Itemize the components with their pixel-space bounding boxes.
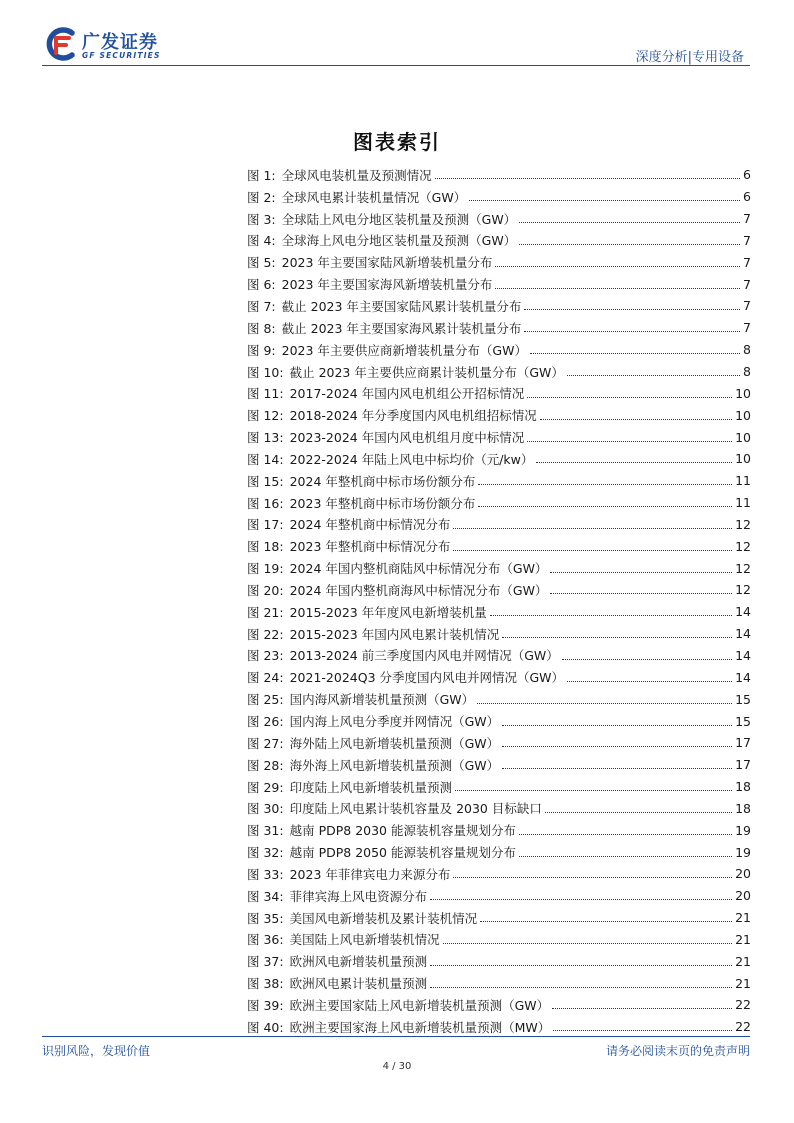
figure-index-list xyxy=(247,164,751,1038)
toc-dot-leader xyxy=(519,856,732,857)
toc-page-number: 12 xyxy=(735,560,751,576)
toc-entry[interactable] xyxy=(247,645,751,667)
toc-dot-leader xyxy=(502,637,732,638)
toc-entry[interactable] xyxy=(247,1016,751,1038)
toc-dot-leader xyxy=(567,375,740,376)
toc-figure-title: 国内海风新增装机量预测（GW） xyxy=(289,692,475,708)
toc-figure-number: 图 9: xyxy=(247,342,276,358)
gf-logo-icon xyxy=(42,26,78,62)
toc-entry[interactable] xyxy=(247,514,751,536)
toc-entry[interactable] xyxy=(247,623,751,645)
toc-figure-number: 图 35: xyxy=(247,910,284,926)
toc-figure-title: 全球风电装机量及预测情况 xyxy=(281,167,432,183)
toc-figure-title: 印度陆上风电累计装机容量及 2030 目标缺口 xyxy=(289,801,542,817)
toc-dot-leader xyxy=(443,943,732,944)
toc-figure-number: 图 18: xyxy=(247,539,284,555)
toc-page-number: 19 xyxy=(735,822,751,838)
toc-entry[interactable] xyxy=(247,863,751,885)
toc-figure-title: 截止 2023 年主要国家海风累计装机量分布 xyxy=(281,320,522,336)
toc-dot-leader xyxy=(478,484,732,485)
page-header xyxy=(0,0,794,66)
toc-entry[interactable] xyxy=(247,950,751,972)
toc-figure-title: 2023-2024 年国内风电机组月度中标情况 xyxy=(289,430,525,446)
toc-figure-number: 图 27: xyxy=(247,735,284,751)
toc-entry[interactable] xyxy=(247,361,751,383)
toc-page-number: 21 xyxy=(735,975,751,991)
toc-entry[interactable] xyxy=(247,797,751,819)
toc-dot-leader xyxy=(530,353,740,354)
toc-dot-leader xyxy=(455,790,732,791)
toc-figure-number: 图 12: xyxy=(247,408,284,424)
toc-page-number: 21 xyxy=(735,910,751,926)
toc-figure-title: 2023 年主要供应商新增装机量分布（GW） xyxy=(281,342,527,358)
toc-entry[interactable] xyxy=(247,273,751,295)
toc-page-number: 19 xyxy=(735,844,751,860)
toc-figure-number: 图 13: xyxy=(247,430,284,446)
toc-page-number: 6 xyxy=(743,189,751,205)
toc-page-number: 14 xyxy=(735,626,751,642)
toc-dot-leader xyxy=(567,681,732,682)
toc-figure-number: 图 8: xyxy=(247,320,276,336)
page-title: 图表索引 xyxy=(353,130,441,154)
toc-entry[interactable] xyxy=(247,601,751,623)
toc-figure-number: 图 23: xyxy=(247,648,284,664)
toc-entry[interactable] xyxy=(247,339,751,361)
toc-figure-number: 图 37: xyxy=(247,954,284,970)
toc-dot-leader xyxy=(453,528,732,529)
toc-page-number: 12 xyxy=(735,582,751,598)
toc-figure-number: 图 14: xyxy=(247,451,284,467)
toc-page-number: 7 xyxy=(743,320,751,336)
toc-figure-title: 全球陆上风电分地区装机量及预测（GW） xyxy=(281,211,517,227)
toc-figure-title: 2024 年国内整机商海风中标情况分布（GW） xyxy=(289,582,548,598)
toc-page-number: 17 xyxy=(735,735,751,751)
toc-dot-leader xyxy=(552,1008,732,1009)
toc-page-number: 18 xyxy=(735,779,751,795)
toc-figure-title: 美国风电新增装机及累计装机情况 xyxy=(289,910,478,926)
toc-dot-leader xyxy=(527,441,732,442)
toc-figure-title: 海外陆上风电新增装机量预测（GW） xyxy=(289,735,500,751)
toc-entry[interactable] xyxy=(247,492,751,514)
toc-dot-leader xyxy=(545,812,732,813)
toc-figure-title: 欧洲主要国家陆上风电新增装机量预测（GW） xyxy=(289,997,550,1013)
toc-figure-title: 全球海上风电分地区装机量及预测（GW） xyxy=(281,233,517,249)
toc-figure-number: 图 29: xyxy=(247,779,284,795)
toc-dot-leader xyxy=(495,288,740,289)
toc-figure-number: 图 17: xyxy=(247,517,284,533)
toc-entry[interactable] xyxy=(247,208,751,230)
toc-entry[interactable] xyxy=(247,557,751,579)
toc-figure-title: 全球风电累计装机量情况（GW） xyxy=(281,189,467,205)
toc-entry[interactable] xyxy=(247,754,751,776)
toc-dot-leader xyxy=(495,266,740,267)
toc-figure-number: 图 32: xyxy=(247,845,284,861)
toc-figure-title: 2023 年主要国家海风新增装机量分布 xyxy=(281,277,493,293)
toc-entry[interactable] xyxy=(247,251,751,273)
toc-page-number: 14 xyxy=(735,647,751,663)
page-number: 4 / 30 xyxy=(382,1061,412,1072)
toc-entry[interactable] xyxy=(247,710,751,732)
toc-figure-number: 图 7: xyxy=(247,298,276,314)
toc-figure-number: 图 28: xyxy=(247,757,284,773)
toc-page-number: 21 xyxy=(735,953,751,969)
toc-page-number: 7 xyxy=(743,232,751,248)
toc-figure-number: 图 20: xyxy=(247,582,284,598)
toc-entry[interactable] xyxy=(247,317,751,339)
toc-dot-leader xyxy=(477,703,732,704)
logo-chinese-name: 广发证券 xyxy=(82,32,158,53)
toc-page-number: 11 xyxy=(735,473,751,489)
toc-figure-number: 图 31: xyxy=(247,823,284,839)
toc-figure-title: 2023 年主要国家陆风新增装机量分布 xyxy=(281,255,493,271)
toc-entry[interactable] xyxy=(247,186,751,208)
toc-page-number: 6 xyxy=(743,167,751,183)
report-section-label: 深度分析|专用设备 xyxy=(635,50,744,65)
toc-figure-title: 截止 2023 年主要供应商累计装机量分布（GW） xyxy=(289,364,564,380)
toc-figure-title: 欧洲主要国家海上风电新增装机量预测（MW） xyxy=(289,1019,551,1035)
toc-dot-leader xyxy=(430,987,732,988)
toc-figure-title: 欧洲风电累计装机量预测 xyxy=(289,976,428,992)
toc-figure-number: 图 3: xyxy=(247,211,276,227)
toc-dot-leader xyxy=(553,1030,732,1031)
toc-dot-leader xyxy=(430,899,732,900)
footer-disclaimer: 请务必阅读末页的免责声明 xyxy=(605,1044,750,1058)
toc-figure-title: 2024 年整机商中标市场份额分布 xyxy=(289,473,476,489)
toc-figure-title: 2021-2024Q3 分季度国内风电并网情况（GW） xyxy=(289,670,565,686)
toc-entry[interactable] xyxy=(247,972,751,994)
toc-dot-leader xyxy=(527,397,732,398)
toc-dot-leader xyxy=(435,178,740,179)
toc-figure-number: 图 22: xyxy=(247,626,284,642)
toc-figure-number: 图 30: xyxy=(247,801,284,817)
toc-figure-number: 图 16: xyxy=(247,495,284,511)
toc-dot-leader xyxy=(430,965,732,966)
toc-page-number: 8 xyxy=(743,364,751,380)
toc-figure-title: 菲律宾海上风电资源分布 xyxy=(289,888,428,904)
footer-slogan: 识别风险，发现价值 xyxy=(42,1044,151,1058)
toc-dot-leader xyxy=(469,200,740,201)
toc-figure-number: 图 39: xyxy=(247,997,284,1013)
toc-dot-leader xyxy=(519,834,732,835)
toc-page-number: 12 xyxy=(735,538,751,554)
toc-entry[interactable] xyxy=(247,907,751,929)
toc-page-number: 20 xyxy=(735,866,751,882)
toc-dot-leader xyxy=(540,419,732,420)
toc-entry[interactable] xyxy=(247,230,751,252)
toc-figure-number: 图 33: xyxy=(247,866,284,882)
toc-entry[interactable] xyxy=(247,666,751,688)
company-logo xyxy=(42,26,174,64)
toc-figure-title: 2023 年菲律宾电力来源分布 xyxy=(289,866,451,882)
toc-page-number: 10 xyxy=(735,407,751,423)
footer-divider xyxy=(42,1036,750,1037)
toc-page-number: 18 xyxy=(735,800,751,816)
logo-english-name: GF SECURITIES xyxy=(82,51,161,60)
toc-entry[interactable] xyxy=(247,382,751,404)
toc-figure-title: 2018-2024 年分季度国内风电机组招标情况 xyxy=(289,408,537,424)
toc-entry[interactable] xyxy=(247,579,751,601)
toc-figure-title: 2015-2023 年国内风电累计装机情况 xyxy=(289,626,500,642)
toc-entry[interactable] xyxy=(247,776,751,798)
toc-entry[interactable] xyxy=(247,994,751,1016)
toc-figure-title: 海外海上风电新增装机量预测（GW） xyxy=(289,757,500,773)
toc-page-number: 7 xyxy=(743,211,751,227)
toc-dot-leader xyxy=(524,309,740,310)
toc-figure-number: 图 1: xyxy=(247,167,276,183)
toc-figure-number: 图 11: xyxy=(247,386,284,402)
toc-page-number: 17 xyxy=(735,757,751,773)
toc-entry[interactable] xyxy=(247,885,751,907)
toc-figure-number: 图 24: xyxy=(247,670,284,686)
toc-dot-leader xyxy=(502,746,732,747)
toc-entry[interactable] xyxy=(247,535,751,557)
toc-figure-number: 图 15: xyxy=(247,473,284,489)
toc-page-number: 22 xyxy=(735,1019,751,1035)
toc-dot-leader xyxy=(480,921,732,922)
toc-figure-title: 2024 年国内整机商陆风中标情况分布（GW） xyxy=(289,561,548,577)
toc-dot-leader xyxy=(524,331,740,332)
toc-dot-leader xyxy=(519,222,740,223)
toc-page-number: 14 xyxy=(735,669,751,685)
toc-dot-leader xyxy=(550,572,732,573)
toc-page-number: 14 xyxy=(735,604,751,620)
toc-figure-title: 2017-2024 年国内风电机组公开招标情况 xyxy=(289,386,525,402)
toc-page-number: 15 xyxy=(735,691,751,707)
toc-figure-number: 图 2: xyxy=(247,189,276,205)
toc-figure-number: 图 21: xyxy=(247,604,284,620)
toc-page-number: 11 xyxy=(735,495,751,511)
toc-dot-leader xyxy=(519,244,740,245)
toc-figure-title: 2022-2024 年陆上风电中标均价（元/kw） xyxy=(289,451,534,467)
toc-dot-leader xyxy=(490,615,732,616)
toc-entry[interactable] xyxy=(247,819,751,841)
header-divider xyxy=(42,65,750,66)
toc-figure-number: 图 40: xyxy=(247,1019,284,1035)
toc-page-number: 20 xyxy=(735,888,751,904)
toc-page-number: 10 xyxy=(735,429,751,445)
toc-figure-number: 图 10: xyxy=(247,364,284,380)
toc-dot-leader xyxy=(536,462,732,463)
toc-figure-title: 欧洲风电新增装机量预测 xyxy=(289,954,428,970)
toc-figure-title: 2024 年整机商中标情况分布 xyxy=(289,517,451,533)
toc-page-number: 7 xyxy=(743,276,751,292)
toc-page-number: 22 xyxy=(735,997,751,1013)
toc-figure-number: 图 19: xyxy=(247,561,284,577)
toc-dot-leader xyxy=(550,593,732,594)
toc-figure-title: 2013-2024 前三季度国内风电并网情况（GW） xyxy=(289,648,559,664)
toc-figure-number: 图 34: xyxy=(247,888,284,904)
toc-entry[interactable] xyxy=(247,688,751,710)
toc-page-number: 10 xyxy=(735,451,751,467)
toc-figure-title: 印度陆上风电新增装机量预测 xyxy=(289,779,453,795)
toc-page-number: 21 xyxy=(735,931,751,947)
toc-figure-number: 图 36: xyxy=(247,932,284,948)
toc-page-number: 15 xyxy=(735,713,751,729)
toc-figure-title: 国内海上风电分季度并网情况（GW） xyxy=(289,714,500,730)
toc-figure-title: 截止 2023 年主要国家陆风累计装机量分布 xyxy=(281,298,522,314)
toc-entry[interactable] xyxy=(247,470,751,492)
toc-page-number: 7 xyxy=(743,254,751,270)
toc-dot-leader xyxy=(562,659,732,660)
toc-dot-leader xyxy=(453,877,732,878)
toc-figure-title: 越南 PDP8 2050 能源装机容量规划分布 xyxy=(289,845,516,861)
toc-figure-title: 2023 年整机商中标市场份额分布 xyxy=(289,495,476,511)
toc-entry[interactable] xyxy=(247,841,751,863)
toc-entry[interactable] xyxy=(247,404,751,426)
toc-entry[interactable] xyxy=(247,164,751,186)
toc-figure-title: 2023 年整机商中标情况分布 xyxy=(289,539,451,555)
toc-figure-number: 图 6: xyxy=(247,277,276,293)
toc-entry[interactable] xyxy=(247,448,751,470)
toc-page-number: 8 xyxy=(743,342,751,358)
toc-figure-number: 图 25: xyxy=(247,692,284,708)
toc-dot-leader xyxy=(453,550,732,551)
toc-figure-title: 美国陆上风电新增装机情况 xyxy=(289,932,440,948)
toc-figure-number: 图 26: xyxy=(247,714,284,730)
toc-entry[interactable] xyxy=(247,929,751,951)
toc-figure-number: 图 4: xyxy=(247,233,276,249)
toc-entry[interactable] xyxy=(247,295,751,317)
toc-entry[interactable] xyxy=(247,732,751,754)
toc-figure-title: 越南 PDP8 2030 能源装机容量规划分布 xyxy=(289,823,516,839)
toc-figure-title: 2015-2023 年年度风电新增装机量 xyxy=(289,604,487,620)
toc-dot-leader xyxy=(478,506,732,507)
toc-dot-leader xyxy=(502,725,732,726)
toc-entry[interactable] xyxy=(247,426,751,448)
toc-page-number: 12 xyxy=(735,516,751,532)
toc-figure-number: 图 5: xyxy=(247,255,276,271)
toc-page-number: 10 xyxy=(735,385,751,401)
toc-page-number: 7 xyxy=(743,298,751,314)
toc-figure-number: 图 38: xyxy=(247,976,284,992)
toc-dot-leader xyxy=(502,768,732,769)
